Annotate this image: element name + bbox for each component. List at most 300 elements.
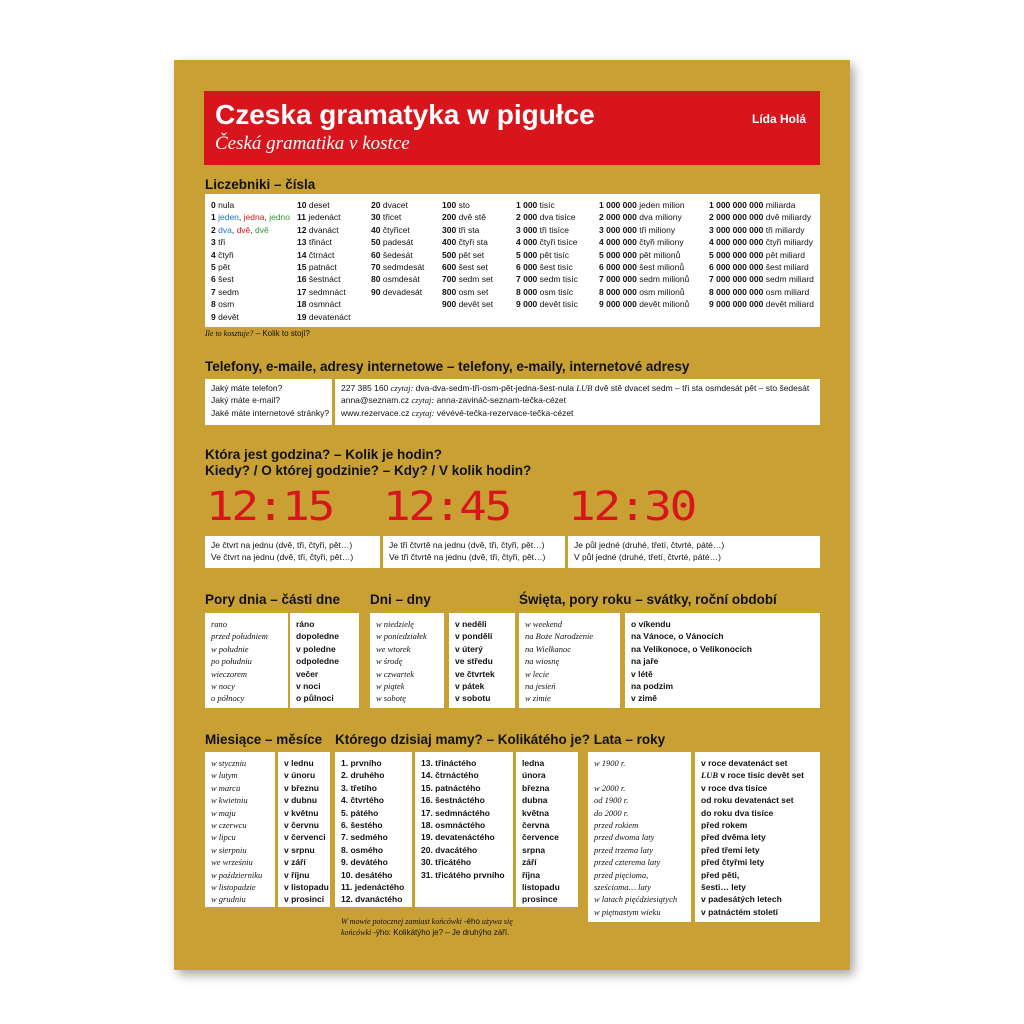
day-czech: v úterý — [455, 643, 483, 654]
author: Lída Holá — [751, 112, 806, 126]
month-polish: w marcu — [211, 782, 241, 793]
month-czech: v březnu — [284, 782, 319, 793]
daytimes-heading: Pory dnia – části dne — [205, 592, 341, 607]
pronunciation: dva-dva-sedm-tři-osm-pět-jedna-šest-nula — [413, 383, 577, 393]
number-word: osm miliard — [765, 286, 810, 297]
number-word: šest miliard — [765, 262, 809, 273]
number-digits: 16 — [297, 274, 307, 285]
years-czech — [695, 752, 820, 922]
number-row — [442, 199, 493, 211]
holiday-polish: na jesień — [525, 681, 556, 692]
number-row — [442, 298, 493, 310]
number-word-part: , — [250, 224, 256, 235]
number-row — [297, 298, 350, 310]
number-digits: 50 — [371, 237, 381, 248]
number-word: sedmnáct — [308, 286, 346, 297]
month-genitive: srpna — [522, 844, 546, 855]
number-row — [371, 236, 424, 248]
number-row — [599, 273, 689, 285]
number-digits: 6 000 000 000 — [709, 262, 764, 273]
month-polish: w sierpniu — [211, 844, 247, 855]
number-word: šest set — [458, 262, 488, 273]
year-polish: przed trzema laty — [594, 844, 654, 855]
number-row — [709, 224, 814, 236]
number-word: osmdesát — [382, 274, 420, 285]
time-box-1245: Je tři čtvrtě na jednu (dvě, tři, čtyři, pět…) Ve tři čtvrtě na jednu (dvě, tři, čtyři, pět…) — [383, 536, 565, 568]
number-digits: 1 000 000 000 — [709, 200, 764, 210]
number-word: tisíc — [539, 200, 555, 210]
ordinal: 10. desátého — [341, 869, 393, 880]
month-czech: v lednu — [284, 758, 314, 768]
months-czech — [278, 752, 330, 907]
daytime-czech: dopoledne — [296, 631, 339, 642]
number-row — [442, 224, 493, 236]
number-digits: 500 — [442, 249, 457, 260]
number-digits: 8 000 000 — [599, 286, 637, 297]
number-word: čtyřicet — [382, 224, 410, 235]
number-digits: 15 — [297, 262, 307, 273]
daytime-czech: v noci — [296, 681, 321, 692]
number-word: patnáct — [308, 262, 337, 273]
number-row — [297, 249, 350, 261]
month-polish: w maju — [211, 807, 236, 818]
daytime-polish: wieczorem — [211, 668, 248, 679]
daytime-polish: przed południem — [211, 631, 268, 642]
year-polish: przed pięcioma, — [594, 869, 649, 880]
number-row — [211, 273, 290, 285]
digital-clock-1245: 12:45 — [383, 484, 510, 530]
ordinal: 30. třicátého — [421, 857, 472, 868]
number-row — [211, 311, 290, 323]
year-czech: před dvěma lety — [701, 832, 766, 843]
month-genitives — [516, 752, 578, 907]
number-digits: 7 000 000 000 — [709, 274, 764, 285]
number-word: pět — [218, 262, 230, 273]
contact-answer — [341, 407, 814, 419]
number-row — [211, 261, 290, 273]
time-heading-2: Kiedy? / O której godzinie? – Kdy? / V kolik hodin? — [205, 463, 532, 478]
year-polish: od 1900 r. — [594, 795, 629, 806]
number-digits: 2 000 — [516, 212, 538, 223]
number-row — [709, 249, 814, 261]
number-word: sedm — [218, 286, 239, 297]
number-row — [709, 286, 814, 298]
number-word: třicet — [382, 212, 402, 223]
month-genitive: září — [522, 857, 537, 868]
number-row — [297, 261, 350, 273]
number-row — [297, 224, 350, 236]
number-digits: 3 — [211, 237, 216, 248]
contacts-heading: Telefony, e-maile, adresy internetowe – telefony, e-maily, internetové adresy — [205, 359, 690, 374]
number-word: pět milionů — [639, 249, 681, 260]
page-subtitle: Česká gramatika v kostce — [215, 133, 410, 154]
number-digits: 3 000 000 000 — [709, 224, 764, 235]
number-row — [599, 298, 689, 310]
day-czech: v sobotu — [455, 693, 491, 704]
month-genitive: července — [522, 832, 559, 843]
ordinal: 7. sedmého — [341, 832, 388, 843]
year-czech: šesti… lety — [701, 882, 746, 893]
number-digits: 800 — [442, 286, 457, 297]
number-word-part: , — [238, 212, 244, 223]
dates-heading: Którego dzisiaj mamy? – Kolikátého je? Lata – roky — [335, 732, 666, 747]
number-digits: 8 000 — [516, 286, 538, 297]
number-word: tři sta — [458, 224, 480, 235]
year-czech-text: v roce tisíc devět set — [718, 770, 804, 781]
number-digits: 30 — [371, 212, 381, 223]
daytime-czech: v poledne — [296, 643, 336, 654]
contacts-answers — [335, 379, 820, 425]
number-row — [709, 298, 814, 310]
day-polish: w środę — [376, 656, 403, 667]
digital-clock-1230: 12:30 — [568, 484, 695, 530]
number-digits: 700 — [442, 274, 457, 285]
number-digits: 17 — [297, 286, 307, 297]
years-polish — [588, 752, 691, 922]
holiday-polish: na Wielkanoc — [525, 643, 572, 654]
year-polish: w piętnastym wieku — [594, 906, 661, 917]
year-polish: do 2000 r. — [594, 807, 629, 818]
number-digits: 4 000 000 000 — [709, 237, 764, 248]
day-czech: v pátek — [455, 681, 485, 692]
number-row — [709, 211, 814, 223]
number-word: devět tisíc — [539, 299, 578, 310]
day-czech: ve čtvrtek — [455, 668, 495, 679]
contact-answer — [341, 382, 814, 394]
number-word: dvě stě — [458, 212, 486, 223]
ordinal: 19. devatenáctého — [421, 832, 495, 843]
month-polish: w listopadzie — [211, 882, 256, 893]
number-digits: 400 — [442, 237, 457, 248]
number-word: tři tisíce — [539, 224, 569, 235]
number-word: čtyři — [218, 249, 234, 260]
number-word: devět set — [458, 299, 494, 310]
year-polish — [594, 769, 685, 781]
ordinals-1-12 — [335, 752, 412, 907]
month-czech: v únoru — [284, 770, 316, 781]
month-genitive: května — [522, 807, 549, 818]
number-digits: 3 000 000 — [599, 224, 637, 235]
number-digits: 7 — [211, 286, 216, 297]
number-row — [516, 249, 578, 261]
number-row — [211, 211, 290, 223]
ordinal: 9. devátého — [341, 857, 388, 868]
number-word: třináct — [308, 237, 332, 248]
read-label: czytaj: — [411, 407, 435, 418]
month-polish: we wrześniu — [211, 857, 253, 868]
page-title: Czeska gramatyka w pigułce — [215, 99, 595, 130]
holidays-heading: Święta, pory roku – svátky, roční období — [519, 592, 777, 607]
ordinal: 17. sedmnáctého — [421, 807, 490, 818]
number-row — [297, 311, 350, 323]
number-word-part: dvě — [236, 224, 251, 235]
number-row — [599, 261, 689, 273]
number-digits: 5 000 000 000 — [709, 249, 764, 260]
number-word-part: jedno — [269, 212, 291, 223]
ordinal: 8. osmého — [341, 844, 384, 855]
number-digits: 40 — [371, 224, 381, 235]
year-polish: przed dwoma laty — [594, 832, 655, 843]
month-polish: w styczniu — [211, 758, 247, 768]
number-word: sedm tisíc — [539, 274, 578, 285]
daytime-czech: večer — [296, 668, 319, 679]
year-czech: do roku dva tisíce — [701, 807, 774, 818]
number-row — [297, 211, 350, 223]
number-digits: 600 — [442, 262, 457, 273]
number-word: osm set — [458, 286, 489, 297]
day-polish: w poniedziałek — [376, 631, 427, 642]
number-word: devatenáct — [308, 311, 351, 322]
read-label: czytaj: — [390, 383, 414, 393]
month-czech: v prosinci — [284, 894, 325, 905]
number-row — [599, 236, 689, 248]
number-word: šest — [218, 274, 234, 285]
number-digits: 11 — [297, 212, 306, 223]
number-word: osm tisíc — [539, 286, 574, 297]
contacts-questions — [205, 379, 332, 425]
day-czech: v neděli — [455, 619, 487, 629]
number-word: šest tisíc — [539, 262, 573, 273]
number-row — [371, 261, 424, 273]
number-word: tři miliardy — [765, 224, 805, 235]
month-polish: w lutym — [211, 770, 238, 781]
number-word: dvacet — [382, 200, 408, 210]
number-digits: 2 000 000 000 — [709, 212, 764, 223]
month-czech: v říjnu — [284, 869, 310, 880]
number-digits: 4 — [211, 249, 216, 260]
number-word — [218, 225, 269, 235]
month-czech: v září — [284, 857, 306, 868]
number-word: devadesát — [382, 286, 423, 297]
holiday-polish: na Boże Narodzenie — [525, 631, 594, 642]
number-digits: 9 000 — [516, 299, 538, 310]
number-row — [297, 286, 350, 298]
poster-sheet — [174, 60, 850, 970]
number-digits: 7 000 — [516, 274, 538, 285]
number-digits: 5 000 000 — [599, 249, 637, 260]
holiday-polish: na wiosnę — [525, 656, 560, 667]
number-digits: 8 — [211, 299, 216, 310]
month-polish: w lipcu — [211, 832, 236, 843]
number-row — [211, 224, 290, 236]
number-word: nula — [218, 200, 235, 210]
number-row — [442, 249, 493, 261]
contact-question: Jaké máte internetové stránky? — [211, 407, 330, 418]
number-word: padesát — [382, 237, 414, 248]
month-polish: w kwietniu — [211, 795, 248, 806]
holiday-czech: o víkendu — [631, 619, 671, 629]
daytime-polish: w południe — [211, 643, 249, 654]
year-czech: před čtyřmi lety — [701, 857, 765, 868]
day-czech: v pondělí — [455, 631, 493, 642]
month-genitive: ledna — [522, 758, 545, 768]
number-digits: 6 000 — [516, 262, 538, 273]
number-word-part: , — [264, 212, 270, 223]
number-row — [371, 224, 424, 236]
number-digits: 100 — [442, 200, 457, 210]
pronunciation: vévévé-tečka-rezervace-tečka-cézet — [434, 407, 574, 418]
ordinal: 31. třicátého prvního — [421, 869, 505, 880]
daytime-polish: w nocy — [211, 681, 235, 692]
number-digits: 6 — [211, 274, 216, 285]
month-genitive: března — [522, 782, 550, 793]
year-czech: v patnáctém století — [701, 906, 778, 917]
month-czech: v dubnu — [284, 795, 318, 806]
year-czech: před třemi lety — [701, 844, 760, 855]
number-word-part: dvě — [255, 224, 269, 235]
number-digits: 1 000 000 — [599, 200, 637, 210]
daytimes-czech — [290, 613, 359, 708]
number-word: deset — [308, 200, 330, 210]
month-czech: v srpnu — [284, 844, 315, 855]
number-digits: 70 — [371, 262, 381, 273]
day-polish: we wtorek — [376, 643, 411, 654]
month-czech: v listopadu — [284, 882, 329, 893]
number-word: osm milionů — [639, 286, 685, 297]
number-word-part: jeden — [218, 212, 239, 223]
daytime-czech: ráno — [296, 619, 315, 629]
number-word: pět miliard — [765, 249, 805, 260]
number-row — [442, 261, 493, 273]
number-word: čtrnáct — [308, 249, 335, 260]
month-genitive: října — [522, 869, 540, 880]
number-word: čtyři tisíce — [539, 237, 578, 248]
ordinal: 2. druhého — [341, 770, 385, 781]
number-row — [211, 199, 290, 211]
number-row — [709, 199, 814, 211]
year-czech: od roku devatenáct set — [701, 795, 794, 806]
holidays-polish — [519, 613, 620, 708]
number-word: pět tisíc — [539, 249, 569, 260]
holiday-polish: w lecie — [525, 668, 549, 679]
digital-clock-1215: 12:15 — [206, 484, 333, 530]
number-digits: 60 — [371, 249, 381, 260]
number-row — [516, 298, 578, 310]
number-row — [516, 286, 578, 298]
number-row — [599, 211, 689, 223]
number-word: čtyři sta — [458, 237, 488, 248]
holiday-czech: na Velikonoce, o Velikonocích — [631, 643, 752, 654]
number-digits: 1 — [211, 212, 216, 223]
number-row — [371, 211, 424, 223]
year-polish: przed czterema laty — [594, 857, 661, 868]
number-word: pět set — [458, 249, 485, 260]
number-digits: 6 000 000 — [599, 262, 637, 273]
time-box-1230: Je půl jedné (druhé, třetí, čtvrté, páté…) V půl jedné (druhé, třetí, čtvrté, páté…) — [568, 536, 820, 568]
month-czech: v červenci — [284, 832, 326, 843]
number-word: čtyři miliony — [639, 237, 684, 248]
number-word: dvanáct — [308, 224, 339, 235]
contact-answer — [341, 394, 814, 406]
year-czech: v roce devatenáct set — [701, 758, 788, 768]
number-digits: 7 000 000 — [599, 274, 637, 285]
daytime-polish: rano — [211, 619, 228, 629]
number-word: šedesát — [382, 249, 413, 260]
year-czech — [701, 769, 814, 781]
number-digits: 200 — [442, 212, 457, 223]
ordinal: 6. šestého — [341, 820, 383, 831]
month-genitive: června — [522, 820, 550, 831]
number-word-part: dva — [218, 224, 232, 235]
number-row — [516, 211, 578, 223]
number-word: čtyři miliardy — [765, 237, 813, 248]
number-digits: 0 — [211, 200, 216, 210]
number-row — [516, 261, 578, 273]
number-row — [371, 286, 424, 298]
contact-value: www.rezervace.cz — [341, 407, 412, 418]
number-row — [599, 249, 689, 261]
number-word: tři — [218, 237, 226, 248]
number-word: dva tisíce — [539, 212, 576, 223]
number-digits: 90 — [371, 286, 381, 297]
year-czech: před pěti, — [701, 869, 740, 880]
number-digits: 2 — [211, 224, 216, 235]
holiday-polish: w weekend — [525, 619, 563, 629]
number-word: sedm miliard — [765, 274, 814, 285]
year-czech: v padesátých letech — [701, 894, 782, 905]
number-word: devět miliard — [765, 299, 814, 310]
number-word: sedm milionů — [639, 274, 690, 285]
month-genitive: února — [522, 770, 546, 781]
number-digits: 12 — [297, 224, 307, 235]
ordinal: 15. patnáctého — [421, 782, 481, 793]
numbers-heading: Liczebniki – čísla — [205, 177, 316, 192]
month-polish: w październiku — [211, 869, 263, 880]
number-digits: 9 000 000 000 — [709, 299, 764, 310]
number-word: jedenáct — [308, 212, 341, 223]
number-row — [297, 236, 350, 248]
number-row — [371, 199, 424, 211]
ordinal: 4. čtvrtého — [341, 795, 384, 806]
holiday-polish: w zimie — [525, 693, 551, 704]
number-row — [211, 249, 290, 261]
number-digits: 900 — [442, 299, 457, 310]
or-label: LUB — [576, 383, 593, 393]
number-row — [442, 211, 493, 223]
number-word-part: , — [231, 224, 237, 235]
pronunciation: anna-zavináč-seznam-tečka-cézet — [434, 395, 567, 406]
months-polish — [205, 752, 275, 907]
numbers-table — [205, 194, 820, 327]
number-word: tři miliony — [639, 224, 676, 235]
number-digits: 19 — [297, 311, 307, 322]
dates-note: W mowie potocznej zamiast końcówki -ého używa się końcówki -ýho: Kolikátýho je? – Je druhýho září. — [341, 917, 513, 937]
or-label: LUB — [701, 770, 718, 781]
day-polish: w sobotę — [376, 693, 406, 704]
numbers-note: Ile to kosztuje? – Kolik to stojí? — [205, 329, 310, 338]
number-row — [371, 273, 424, 285]
month-czech: v květnu — [284, 807, 319, 818]
number-word: devět milionů — [639, 299, 690, 310]
number-word: šest milionů — [639, 262, 685, 273]
read-label: czytaj: — [411, 395, 435, 406]
number-digits: 18 — [297, 299, 307, 310]
daytime-czech: o půlnoci — [296, 693, 334, 704]
number-row — [709, 236, 814, 248]
time-heading: Która jest godzina? – Kolik je hodin? — [205, 447, 443, 462]
number-word: osm — [218, 299, 235, 310]
pronunciation-alt: dvě stě dvacet sedm – tři sta osmdesát pět – sto šedesát — [592, 383, 810, 393]
number-digits: 4 000 000 — [599, 237, 637, 248]
number-row — [599, 286, 689, 298]
number-row — [297, 199, 350, 211]
number-word: dva miliony — [639, 212, 682, 223]
days-polish — [370, 613, 444, 708]
number-word: osmnáct — [308, 299, 341, 310]
number-row — [709, 261, 814, 273]
holidays-czech — [625, 613, 820, 708]
daytime-czech: odpoledne — [296, 656, 339, 667]
